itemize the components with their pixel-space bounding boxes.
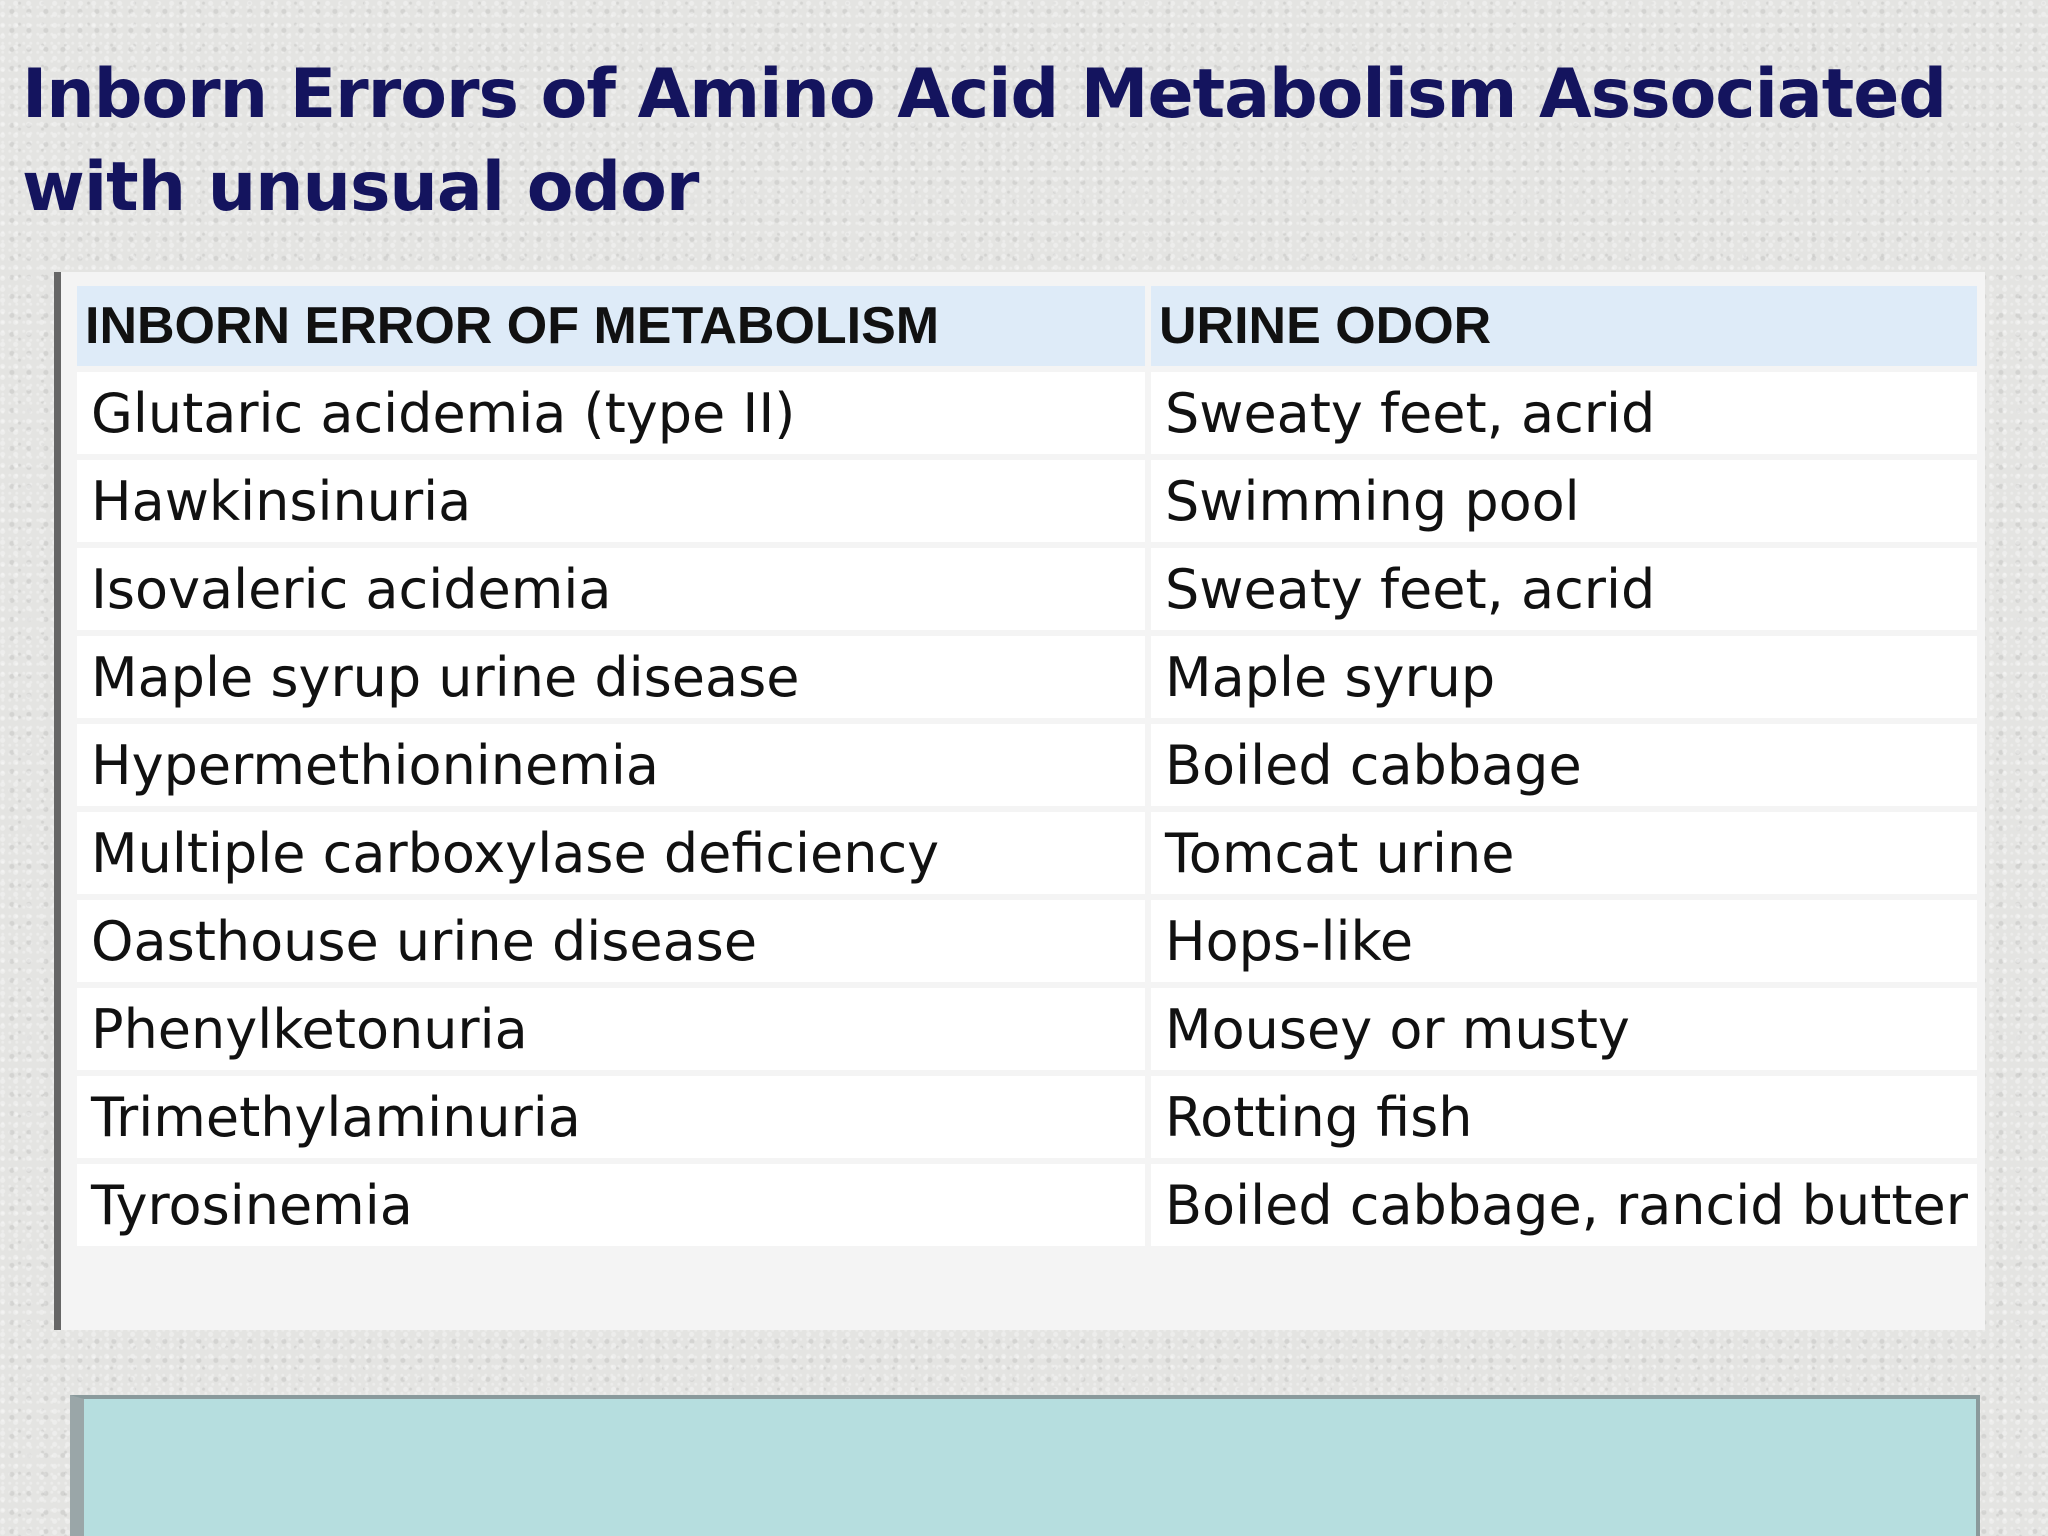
cell-error: Isovaleric acidemia — [77, 548, 1145, 630]
cell-odor: Boiled cabbage, rancid butter — [1151, 1164, 1977, 1246]
table-header-row — [77, 286, 1977, 366]
cell-error: Oasthouse urine disease — [77, 900, 1145, 982]
cell-error: Phenylketonuria — [77, 988, 1145, 1070]
cell-odor: Mousey or musty — [1151, 988, 1977, 1070]
cell-odor: Boiled cabbage — [1151, 724, 1977, 806]
table-row — [77, 636, 1977, 718]
table-row — [77, 460, 1977, 542]
slide-title: Inborn Errors of Amino Acid Metabolism Associated with unusual odor — [22, 55, 1947, 227]
cell-odor: Sweaty feet, acrid — [1151, 548, 1977, 630]
cell-odor: Sweaty feet, acrid — [1151, 372, 1977, 454]
table-row — [77, 900, 1977, 982]
cell-error: Multiple carboxylase deficiency — [77, 812, 1145, 894]
odor-table — [71, 280, 1983, 1252]
table-row — [77, 988, 1977, 1070]
cell-odor: Tomcat urine — [1151, 812, 1977, 894]
table-row — [77, 1076, 1977, 1158]
table-row — [77, 548, 1977, 630]
table-frame — [54, 272, 1985, 1330]
header-urine-odor: URINE ODOR — [1151, 286, 1977, 366]
header-inborn-error: INBORN ERROR OF METABOLISM — [77, 286, 1145, 366]
cell-odor: Maple syrup — [1151, 636, 1977, 718]
cell-error: Maple syrup urine disease — [77, 636, 1145, 718]
table-row — [77, 724, 1977, 806]
table-row — [77, 1164, 1977, 1246]
bottom-content-box — [70, 1395, 1980, 1536]
cell-error: Glutaric acidemia (type II) — [77, 372, 1145, 454]
cell-error: Hawkinsinuria — [77, 460, 1145, 542]
cell-error: Trimethylaminuria — [77, 1076, 1145, 1158]
cell-odor: Swimming pool — [1151, 460, 1977, 542]
cell-error: Tyrosinemia — [77, 1164, 1145, 1246]
cell-error: Hypermethioninemia — [77, 724, 1145, 806]
cell-odor: Hops-like — [1151, 900, 1977, 982]
table-row — [77, 372, 1977, 454]
table-row — [77, 812, 1977, 894]
cell-odor: Rotting fish — [1151, 1076, 1977, 1158]
